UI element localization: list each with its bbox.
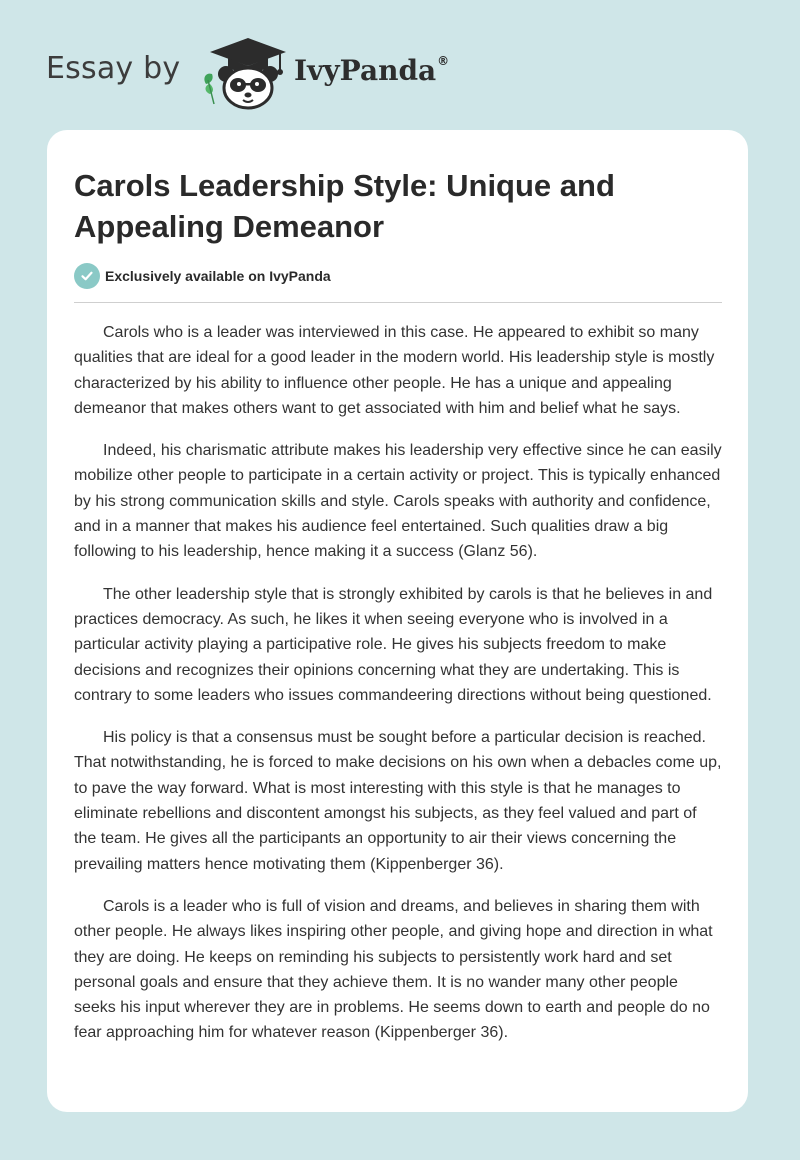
exclusive-badge	[74, 263, 331, 289]
brand-prefix: Essay by	[46, 51, 181, 86]
registered-mark: ®	[437, 54, 450, 68]
paragraph: His policy is that a consensus must be sought before a particular decision is reached. That notwithstanding, he is forced to make decisions on his own when a debacles come up, to pave the way forward. What is most interesting with this style is that he manages to eliminate rebellions and discontent amongst his subjects, as they feel valued and part of the team. He gives all the participants an opportunity to air their views concerning the prevailing matters hence motivating them (Kippenberger 36).	[74, 729, 722, 873]
paragraph: Carols is a leader who is full of vision and dreams, and believes in sharing them with other people. He always likes inspiring other people, and giving hope and direction in what they are doing. He keeps on reminding his subjects to persistently work hard and set personal goals and ensure that they achieve them. It is no wander many other people seeks his input wherever they are in problems. He seems down to earth and people do no fear approaching him for whatever reason (Kippenberger 36).	[74, 897, 713, 1042]
divider	[74, 302, 722, 303]
exclusive-label: Exclusively available on IvyPanda	[105, 268, 331, 284]
paragraph: Carols who is a leader was interviewed in this case. He appeared to exhibit so many qualities that are ideal for a good leader in the modern world. His leadership style is mostly characterized by his ability to influence other people. He has a unique and appealing demeanor that makes others want to get associated with him and belief what he says.	[74, 324, 715, 417]
check-circle-icon	[74, 263, 100, 289]
site-header	[46, 34, 506, 110]
essay-card	[47, 130, 748, 1112]
paragraph: Indeed, his charismatic attribute makes his leadership very effective since he can easily mobilize other people to participate in a certain activity or project. This is typically enhanced by his strong communication skills and style. Carols speaks with authority and confidence, and in a manner that makes his audience feel entertained. Such qualities draw a big following to his leadership, hence making it a success (Glanz 56).	[74, 442, 722, 561]
essay-body	[74, 320, 722, 1063]
panda-graduation-cap-icon[interactable]	[200, 34, 290, 110]
paragraph: The other leadership style that is strongly exhibited by carols is that he believes in and practices democracy. As such, he likes it when seeing everyone who is involved in a particular activity playing a participative role. He gives his subjects freedom to make decisions and recognizes their opinions concerning what they are undertaking. This is contrary to some leaders who issues commandeering directions without being questioned.	[74, 585, 713, 704]
essay-title: Carols Leadership Style: Unique and Appealing Demeanor	[74, 168, 615, 244]
brand-name[interactable]: IvyPanda®	[294, 54, 450, 87]
